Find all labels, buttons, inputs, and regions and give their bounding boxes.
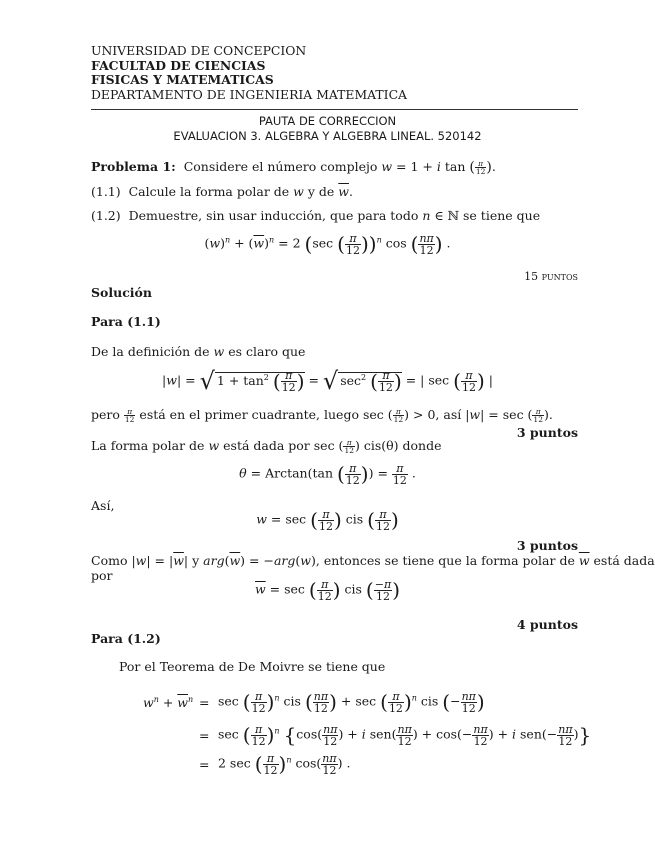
item-1-2: (1.2) Demuestre, sin usar inducción, que para todo n ∈ ℕ se tiene que — [91, 208, 541, 223]
derivation-line-1: sec ( $\frac{\pi}{12}$ )$^n$ cis ( $\frac{n\pi}{12}$ ) + sec ( $\frac{\pi}{12}$ )$^n$ cis (− $\frac{n\pi}{12}$ ) — [218, 689, 485, 715]
department-name: DEPARTAMENTO DE INGENIERIA MATEMATICA — [91, 87, 408, 102]
problem-statement: Problema 1: Considere el número complejo w = 1 + i tan ( $\frac{\pi}{12}$ ). — [91, 158, 496, 176]
equation-identity: $(w)^n + (\overline{w})^n = 2$ (sec ( $\frac{\pi}{12}$ ))$^n$ cos ( $\frac{n\pi}{12}$ ) . — [204, 231, 451, 257]
equation-wbar-polar: $\overline{w} = \sec$ ( $\frac{\pi}{12}$ ) cis ( $\frac{-\pi}{12}$ ) — [255, 577, 400, 603]
equation-w-polar: w = sec ( $\frac{\pi}{12}$ ) cis ( $\frac{\pi}{12}$ ) — [256, 507, 399, 533]
solution-p6: Por el Teorema de De Moivre se tiene que — [119, 659, 386, 674]
derivation-line-2: sec ( $\frac{\pi}{12}$ )$^n$ {cos( $\frac{n\pi}{12}$ ) + i sen( $\frac{n\pi}{12}$ ) + cos(− $\frac{n\pi}{12}$ ) + i sen(− $\frac{n\pi}{12}$ )} — [218, 722, 592, 748]
title-line-1: PAUTA DE CORRECCION — [258, 114, 397, 128]
university-name: UNIVERSIDAD DE CONCEPCION — [91, 43, 307, 58]
solution-p2: pero $\frac{\pi}{12}$ está en el primer cuadrante, luego sec ( $\frac{\pi}{12}$ ) > 0, así |w| = sec ( $\frac{\pi}{12}$ ). — [91, 406, 553, 424]
problem-points: 15 puntos — [524, 270, 578, 283]
part-2-heading: Para (1.2) — [91, 631, 161, 646]
faculty-name: FACULTAD DE CIENCIAS — [91, 58, 266, 73]
solution-heading: Solución — [91, 285, 152, 300]
points-a: 3 puntos — [516, 425, 578, 440]
points-c: 4 puntos — [516, 617, 578, 632]
derivation-eq-1: = — [199, 695, 210, 710]
derivation-eq-3: = — [199, 757, 210, 772]
points-b: 3 puntos — [516, 538, 578, 553]
item-1-1: (1.1) Calcule la forma polar de w y de $\overline{w}$. — [91, 184, 353, 199]
solution-p5: Como $|w| = |\overline{w}|$ y $arg(\overline{w}) = -arg(w)$, entonces se tiene que la forma polar de $\overline{w}$ está dada por — [91, 553, 655, 583]
title-line-2: EVALUACION 3. ALGEBRA Y ALGEBRA LINEAL. 520142 — [173, 129, 482, 143]
faculty-name-2: FISICAS Y MATEMATICAS — [91, 72, 274, 87]
equation-modulus: |w| = √ $1 + \tan^2$ ( $\frac{\pi}{12}$ ) = √ $\sec^2$ ( $\frac{\pi}{12}$ ) = | sec ( $\frac{\pi}{12}$ ) | — [162, 367, 493, 395]
solution-p3: La forma polar de w está dada por sec ( $\frac{\pi}{12}$ ) cis(θ) donde — [91, 437, 442, 455]
derivation-eq-2: = — [199, 728, 210, 743]
solution-p1: De la definición de w es claro que — [91, 344, 306, 359]
problem-label: Problema 1: — [91, 159, 176, 174]
derivation-line-3: 2 sec ( $\frac{\pi}{12}$ )$^n$ cos( $\frac{n\pi}{12}$ ) . — [218, 751, 351, 777]
solution-p4: Así, — [91, 498, 115, 513]
equation-theta: θ = Arctan(tan ( $\frac{\pi}{12}$ )) = $\frac{\pi}{12}$ . — [239, 461, 416, 487]
part-1-heading: Para (1.1) — [91, 314, 161, 329]
derivation-lhs: $w^n + \overline{w}^n$ — [143, 695, 194, 711]
header-divider — [91, 109, 578, 110]
